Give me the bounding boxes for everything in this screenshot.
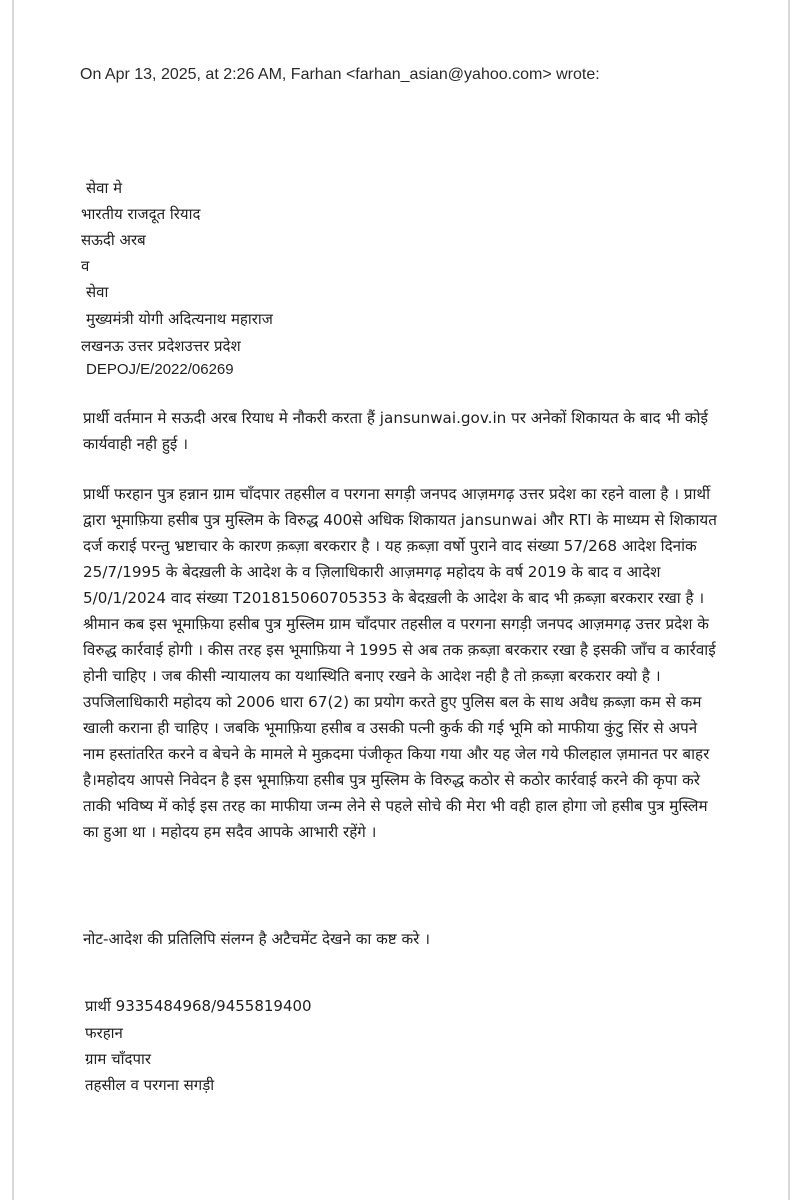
address-line-2: भारतीय राजदूत रियाद — [81, 205, 201, 223]
address-line-7: लखनऊ उत्तर प्रदेशउत्तर प्रदेश — [81, 337, 241, 355]
address-line-3: सऊदी अरब — [81, 231, 146, 249]
address-line-4: व — [81, 257, 90, 275]
address-line-5: सेवा — [86, 283, 109, 301]
signature-line-4: तहसील व परगना सगड़ी — [85, 1076, 215, 1094]
signature-line-2: फरहान — [85, 1024, 123, 1042]
paragraph-1: प्रार्थी वर्तमान मे सऊदी अरब रियाध मे नौकरी करता हैं jansunwai.gov.in पर अनेकों शिकायत के बाद भी कोई कार्यवाही नही हुई । — [83, 409, 708, 453]
address-line-6: मुख्यमंत्री योगी अदित्यनाथ महाराज — [86, 310, 273, 328]
page-right-border — [788, 0, 790, 1200]
page-left-border — [12, 0, 14, 1200]
signature-line-3: ग्राम चाँदपार — [85, 1050, 151, 1068]
note-paragraph: नोट-आदेश की प्रतिलिपि संलग्न है अटैचमेंट देखने का कष्ट करे । — [83, 930, 430, 948]
reference-number: DEPOJ/E/2022/06269 — [86, 361, 234, 378]
paragraph-2: प्रार्थी फरहान पुत्र हन्नान ग्राम चाँदपार तहसील व परगना सगड़ी जनपद आज़मगढ़ उत्तर प्रदेश का रहने वाला है । प्रार्थी द्वारा भूमाफ़िया हसीब पुत्र मुस्लिम के विरुद्ध 400से अधिक शिकायत jansunwai और RTI के माध्यम से शिकायत दर्ज कराई परन्तु भ्रष्टाचार के कारण क़ब्ज़ा बरकरार है । यह क़ब्ज़ा वर्षो पुराने वाद संख्या 57/268 आदेश दिनांक 25/7/1995 के बेदख़ली के आदेश के व ज़िलाधिकारी आज़मगढ़ महोदय के वर्ष 2019 के बाद व आदेश 5/0/1/2024 वाद संख्या T201815060705353 के बेदख़ली के आदेश के बाद भी क़ब्ज़ा बरकरार रखा है । श्रीमान कब इस भूमाफ़िया हसीब पुत्र मुस्लिम ग्राम चाँदपार तहसील व परगना सगड़ी जनपद आज़मगढ़ उत्तर प्रदेश के विरुद्ध कार्रवाई होगी । कीस तरह इस भूमाफ़िया ने 1995 से अब तक क़ब्ज़ा बरकरार रखा है इसकी जाँच व कार्रवाई होनी चाहिए । जब कीसी न्यायालय का यथास्थिति बनाए रखने के आदेश नही है तो क़ब्ज़ा बरकरार क्यो है । उपजिलाधिकारी महोदय को 2006 धारा 67(2) का प्रयोग करते हुए पुलिस बल के साथ अवैध क़ब्ज़ा कम से कम खाली कराना ही चाहिए । जबकि भूमाफ़िया हसीब व उसकी पत्नी कुर्क की गई भूमि को माफीया कुंटु सिंर से अपने नाम हस्तांतरित करने व बेचने के मामले मे मुक़दमा पंजीकृत किया गया और यह जेल गये फीलहाल ज़मानत पर बाहर है।महोदय आपसे निवेदन है इस भूमाफ़िया हसीब पुत्र मुस्लिम के विरुद्ध कठोर से कठोर कार्रवाई करने की कृपा करे ताकी भविष्य में कोई इस तरह का माफीया जन्म लेने से पहले सोचे की मेरा भी वही हाल होगा जो हसीब पुत्र मुस्लिम का हुआ था । महोदय हम सदैव आपके आभारी रहेंगे । — [83, 485, 717, 841]
signature-line-1: प्रार्थी 9335484968/9455819400 — [85, 997, 312, 1015]
email-header: On Apr 13, 2025, at 2:26 AM, Farhan <farhan_asian@yahoo.com> wrote: — [80, 66, 600, 83]
address-line-1: सेवा मे — [86, 179, 123, 197]
